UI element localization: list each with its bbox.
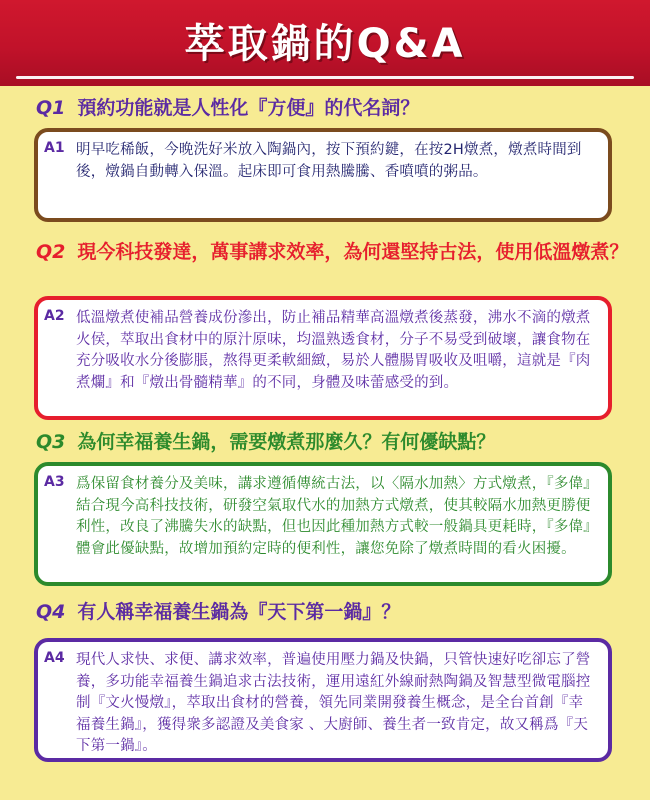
question-3 bbox=[36, 430, 634, 455]
answer-1-text: 明早吃稀飯，今晚洗好米放入陶鍋內，按下預約鍵，在按2H燉煮，燉煮時間到後，燉鍋自動轉入保溫。起床即可食用熱騰騰、香噴噴的粥品。 bbox=[76, 142, 582, 180]
answer-2-box bbox=[34, 296, 612, 420]
question-1-label: Q1 bbox=[36, 97, 66, 119]
question-4-text: 有人稱幸福養生鍋為『天下第一鍋』？ bbox=[77, 601, 401, 623]
question-3-text: 為何幸福養生鍋，需要燉煮那麼久？有何優缺點？ bbox=[77, 431, 496, 453]
page-title: 萃取鍋的Q&A bbox=[184, 21, 466, 67]
question-1-text: 預約功能就是人性化『方便』的代名詞？ bbox=[77, 97, 420, 119]
answer-1-box bbox=[34, 128, 612, 222]
answer-3-label: A3 bbox=[44, 474, 65, 490]
answer-1-label: A1 bbox=[44, 140, 65, 156]
question-4-label: Q4 bbox=[36, 601, 66, 623]
question-4 bbox=[36, 600, 634, 625]
question-2-text: 現今科技發達，萬事講求效率，為何還堅持古法，使用低溫燉煮？ bbox=[77, 241, 629, 263]
title-banner bbox=[0, 0, 650, 86]
answer-3-text: 爲保留食材養分及美味，講求遵循傳統古法，以〈隔水加熱〉方式燉煮，『多偉』結合現今高科技技術，研發空氣取代水的加熱方式燉煮，使其較隔水加熱更勝便利性，改良了沸騰失水的缺點，但也因此種加熱方式較一般鍋具更耗時，『多偉』體會此優缺點，故增加預約定時的便利性，讓您免除了燉煮時間的看火困擾。 bbox=[76, 476, 591, 557]
answer-4-label: A4 bbox=[44, 650, 65, 666]
answer-3-box bbox=[34, 462, 612, 586]
answer-2-text: 低溫燉煮使補品營養成份滲出，防止補品精華高溫燉煮後蒸發，沸水不滴的燉煮火侯，萃取出食材中的原汁原味，均溫熟透食材，分子不易受到破壞，讓食物在充分吸收水分後膨脹，熬得更柔軟細緻，易於人體腸胃吸收及咀嚼，這就是『肉煮爛』和『燉出骨髓精華』的不同，身體及味蕾感受的到。 bbox=[76, 310, 591, 391]
answer-4-text: 現代人求快、求便、講求效率，普遍使用壓力鍋及快鍋，只管快速好吃卻忘了營養，多功能幸福養生鍋追求古法技術，運用遠紅外線耐熱陶鍋及智慧型微電腦控制『文火慢燉』，萃取出食材的營養，領先同業開發養生概念，是全台首創『幸福養生鍋』，獲得衆多認證及美食家 、大廚師、養生者一致肯定，故又稱爲『天下第一鍋』。 bbox=[76, 652, 591, 754]
question-1 bbox=[36, 96, 634, 121]
answer-4-box bbox=[34, 638, 612, 762]
answer-2-label: A2 bbox=[44, 308, 65, 324]
question-3-label: Q3 bbox=[36, 431, 66, 453]
question-2-label: Q2 bbox=[36, 241, 66, 263]
banner-divider bbox=[16, 76, 634, 79]
question-2 bbox=[36, 240, 634, 265]
